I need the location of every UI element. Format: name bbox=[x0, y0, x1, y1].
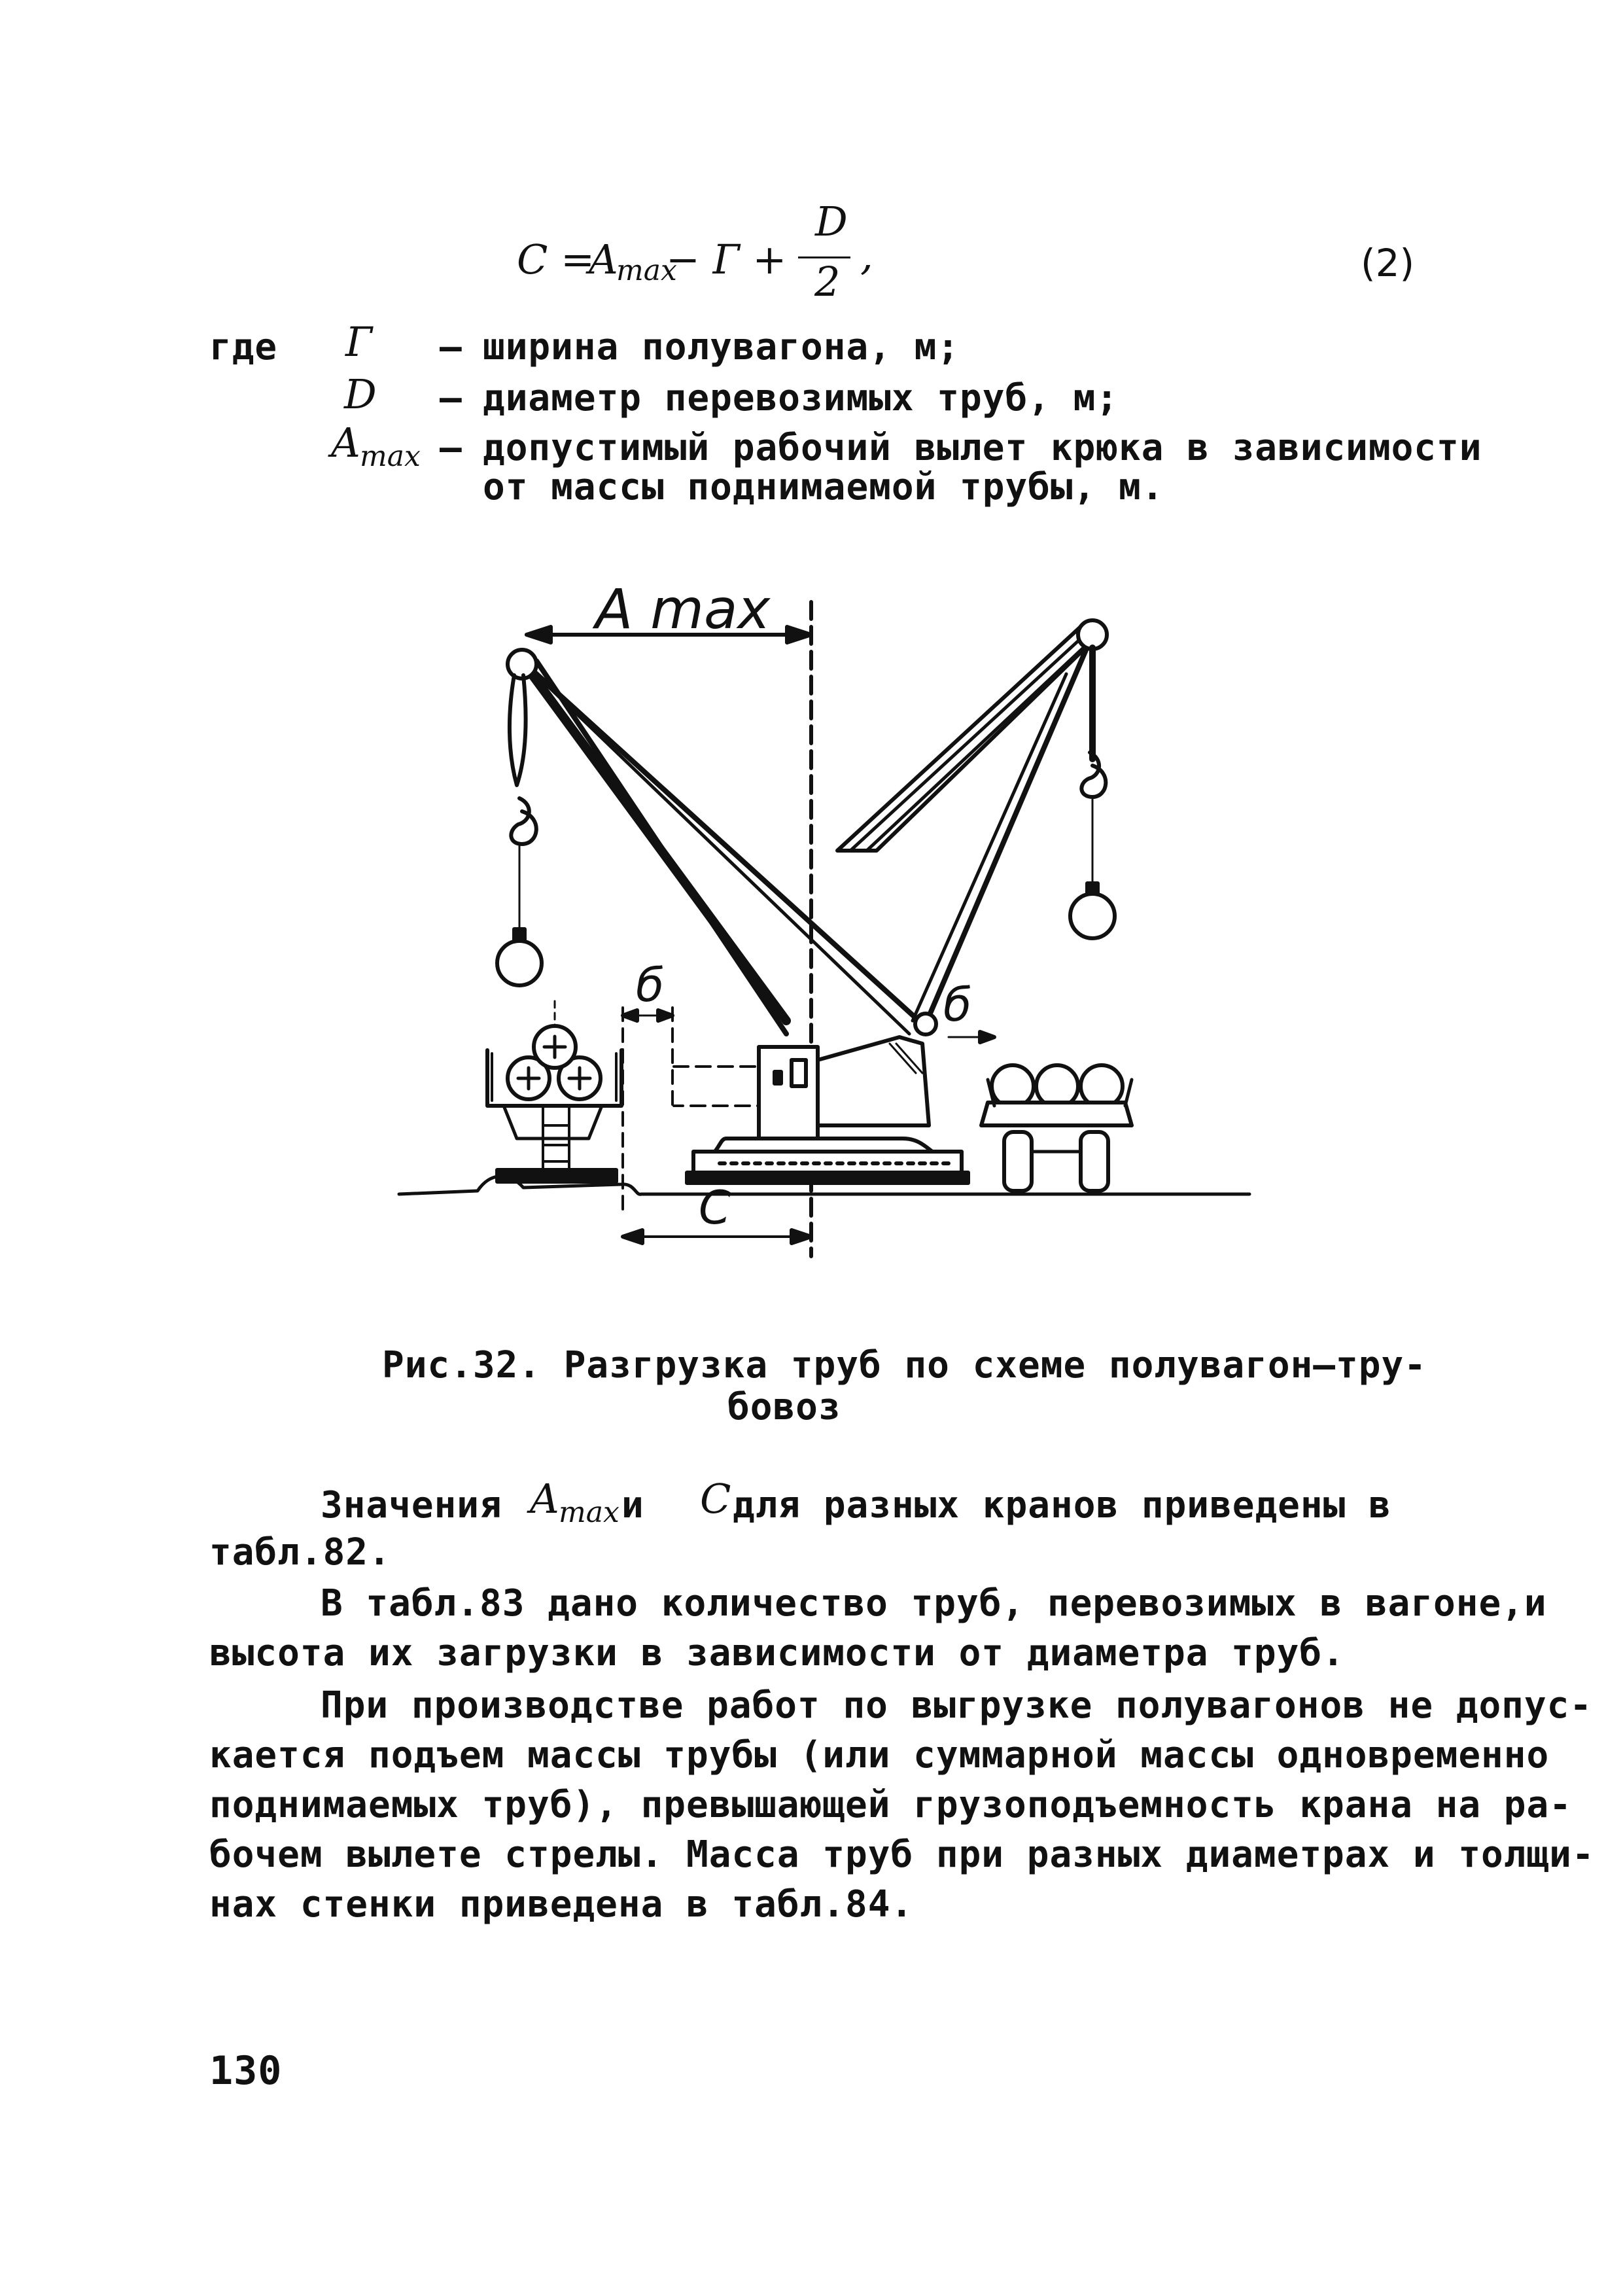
where-text-g: ширина полувагона, м; bbox=[483, 326, 960, 368]
where-word: где bbox=[209, 326, 278, 368]
para3-line2: кается подъем массы трубы (или суммарной массы одновременно bbox=[209, 1734, 1550, 1776]
formula-comma: , bbox=[860, 232, 873, 279]
para1-a: A bbox=[530, 1475, 559, 1523]
gondola-car bbox=[487, 1001, 621, 1182]
formula-lhs: C = bbox=[517, 236, 595, 283]
formula-a: A bbox=[589, 236, 618, 283]
para1-p1: Значения bbox=[321, 1484, 502, 1527]
where-symbol-g: Г bbox=[345, 318, 373, 366]
formula-number: (2) bbox=[1361, 241, 1415, 285]
where-text-amax: допустимый рабочий вылет крюка в зависимости bbox=[483, 427, 1482, 469]
para3-line4: бочем вылете стрелы. Масса труб при разных диаметрах и толщи- bbox=[209, 1833, 1595, 1876]
crane-body bbox=[674, 1037, 968, 1183]
c-label: C bbox=[699, 1181, 731, 1235]
formula-numerator: D bbox=[815, 198, 848, 245]
para1-c: C bbox=[700, 1475, 731, 1523]
crane-figure bbox=[379, 563, 1276, 1322]
where-text-amax-2: от массы поднимаемой трубы, м. bbox=[483, 466, 1164, 508]
figure-caption-line2: бовоз bbox=[727, 1386, 841, 1428]
figure-caption-line1: Рис.32. Разгрузка труб по схеме полувагон–тру- bbox=[382, 1344, 1427, 1386]
pipe-truck bbox=[981, 1065, 1132, 1191]
formula bbox=[517, 198, 896, 306]
para3-line3: поднимаемых труб), превышающей грузоподъемность крана на ра- bbox=[209, 1784, 1572, 1826]
formula-minus-g: − Г + bbox=[666, 236, 787, 283]
b-left-label: б bbox=[636, 959, 665, 1012]
para1-p3: для разных кранов приведены в bbox=[733, 1484, 1391, 1527]
formula-a-sub: max bbox=[616, 254, 677, 287]
where-dash-amax: – bbox=[440, 427, 462, 469]
para1-line2: табл.82. bbox=[209, 1531, 391, 1574]
amax-label: A max bbox=[595, 577, 771, 641]
page-number: 130 bbox=[209, 2048, 283, 2094]
b-right-dimension bbox=[949, 1032, 994, 1042]
where-dash-d: – bbox=[440, 377, 462, 419]
left-hook-load bbox=[497, 675, 542, 985]
where-symbol-amax: A bbox=[331, 419, 360, 467]
formula-denominator: 2 bbox=[814, 258, 841, 306]
where-text-d: диаметр перевозимых труб, м; bbox=[483, 377, 1119, 419]
b-right-label: б bbox=[943, 978, 972, 1032]
para3-line5: нах стенки приведена в табл.84. bbox=[209, 1883, 914, 1926]
where-dash-g: – bbox=[440, 326, 462, 368]
para1-a-sub: max bbox=[559, 1496, 620, 1529]
where-symbol-amax-sub: max bbox=[360, 440, 421, 473]
para3-line1: При производстве работ по выгрузке полувагонов не допус- bbox=[321, 1684, 1593, 1727]
para2-line1: В табл.83 дано количество труб, перевозимых в вагоне,и bbox=[321, 1582, 1547, 1625]
where-symbol-d: D bbox=[344, 370, 377, 418]
para1-p2: и bbox=[621, 1484, 644, 1527]
para2-line2: высота их загрузки в зависимости от диаметра труб. bbox=[209, 1632, 1345, 1674]
